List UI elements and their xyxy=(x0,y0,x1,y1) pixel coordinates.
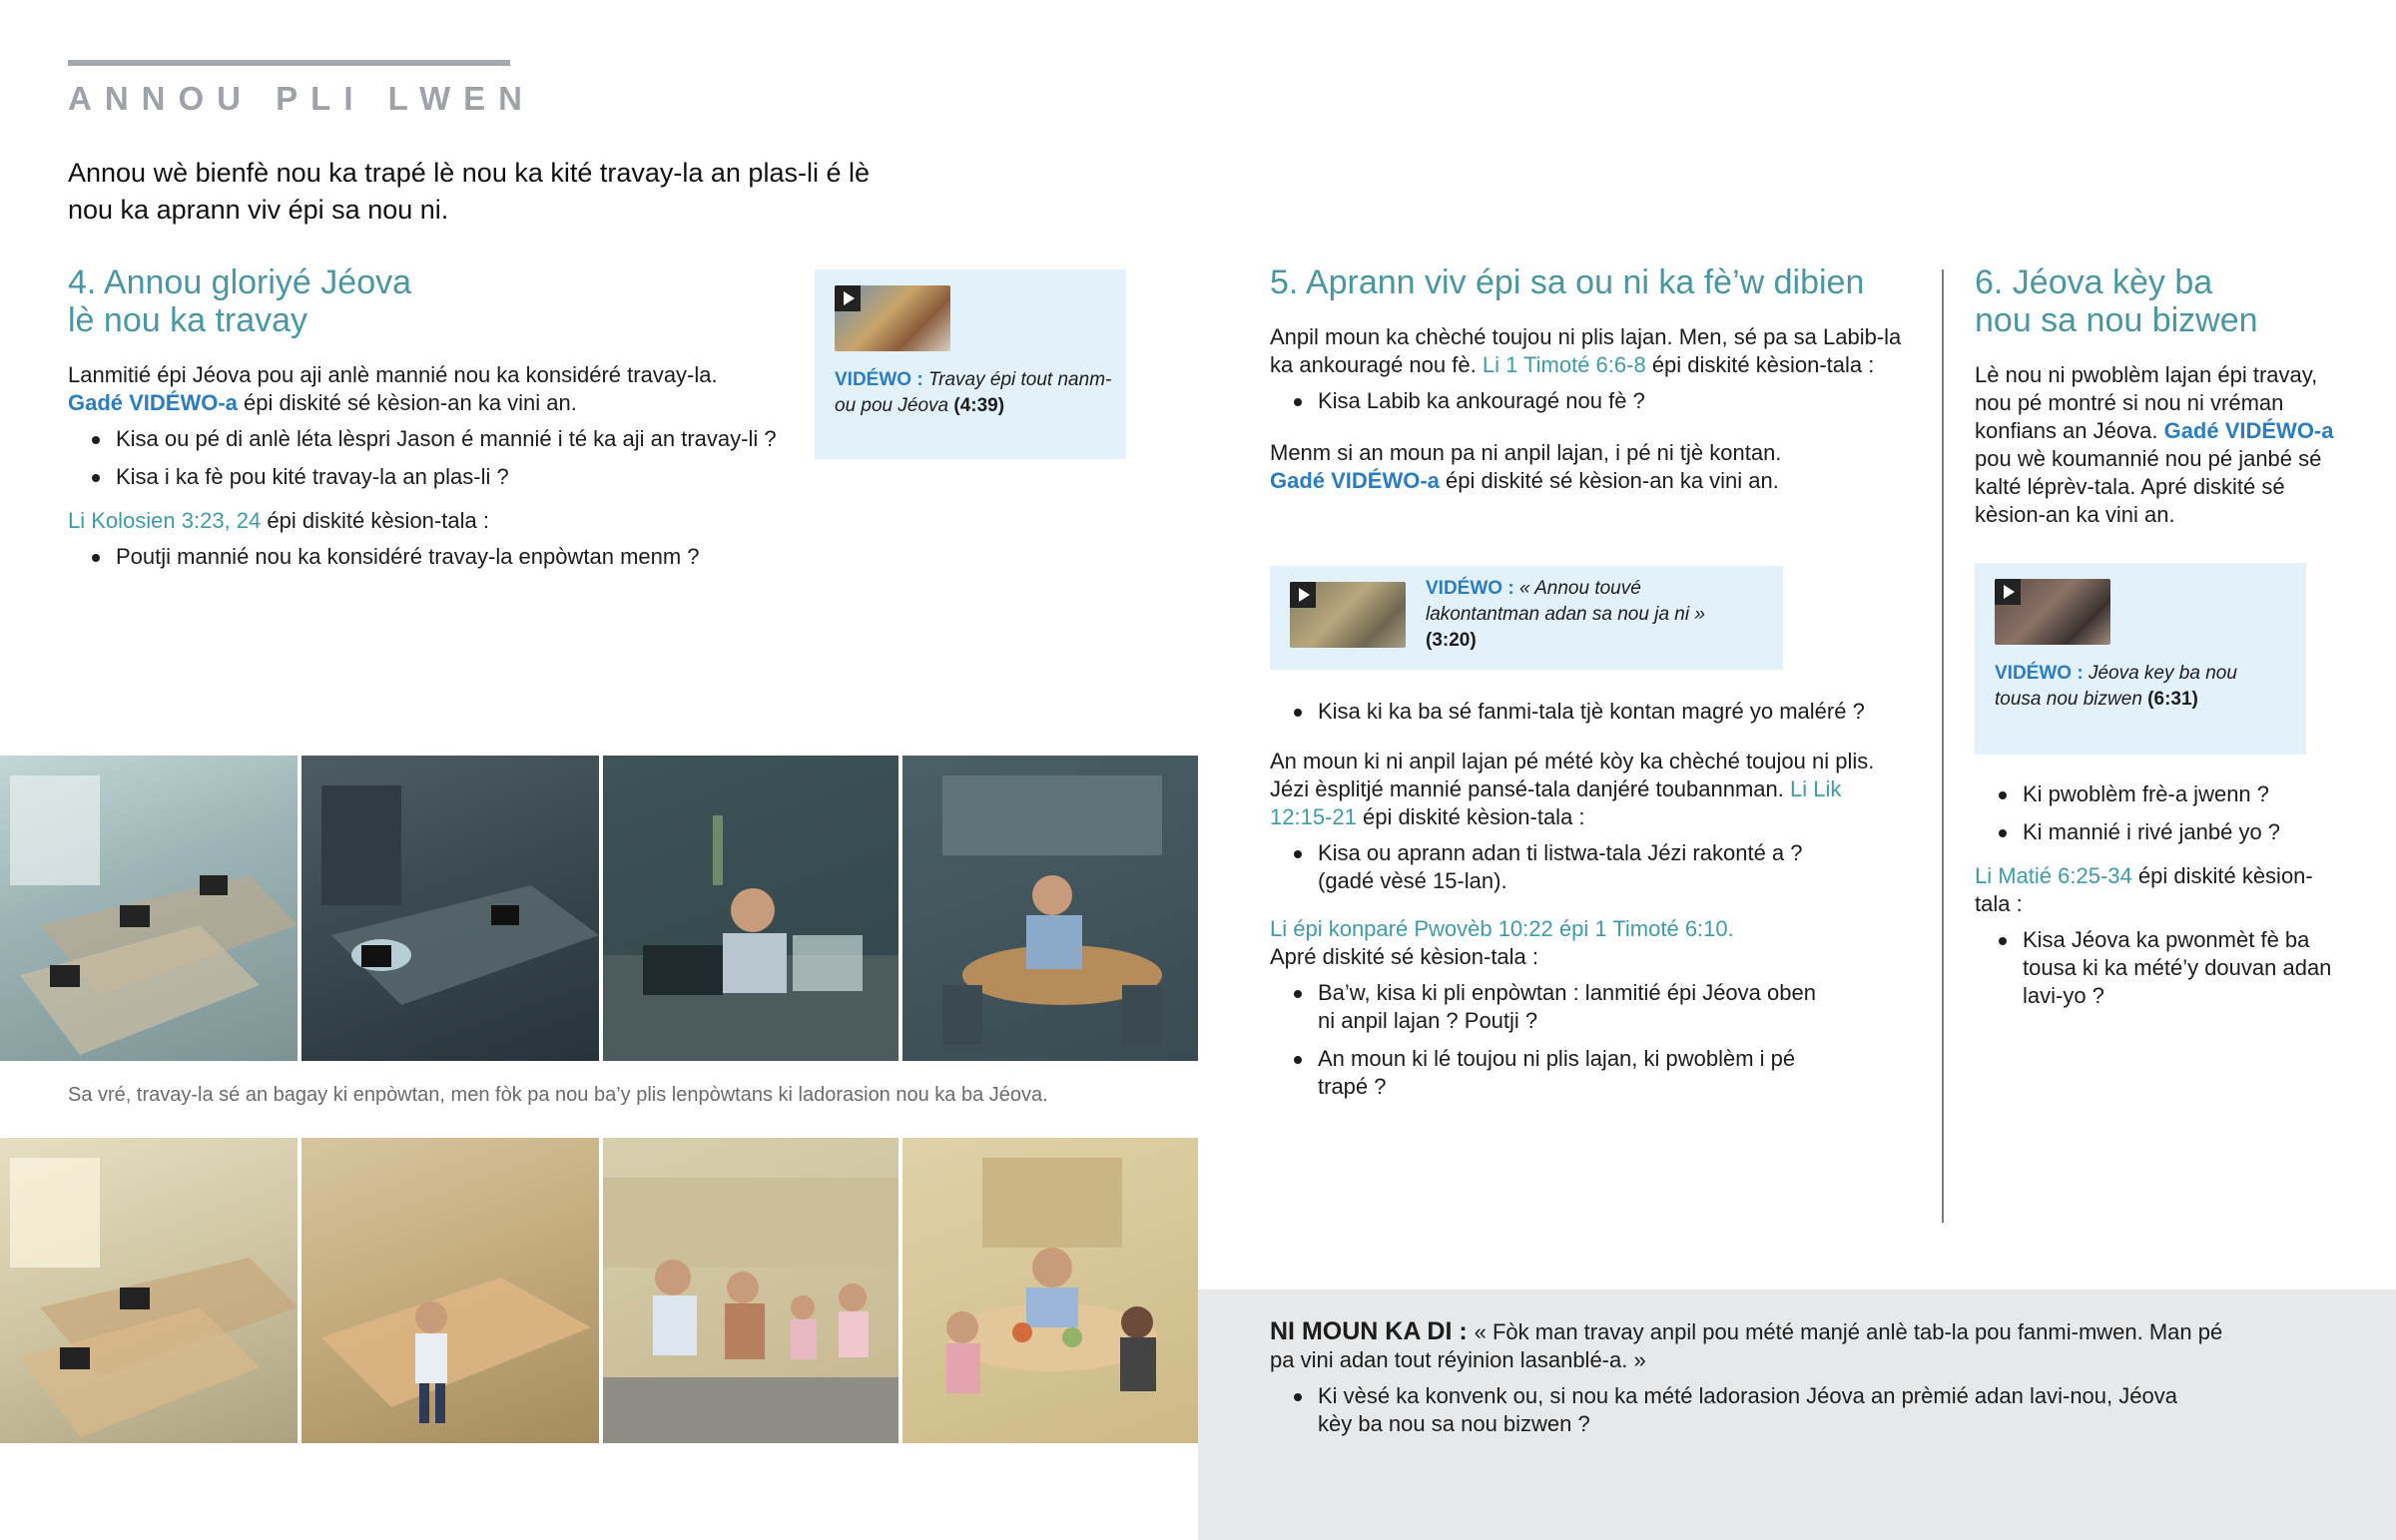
illustration-family-meeting xyxy=(603,1138,898,1443)
list-item: Kisa Labib ka ankouragé nou fè ? xyxy=(1270,387,1909,415)
quote-box xyxy=(1198,1289,2396,1540)
man-at-computer-illustration xyxy=(603,756,898,1061)
scripture-link[interactable]: Li Lik 12:15-21 xyxy=(1270,776,1842,829)
family-at-meeting-illustration xyxy=(603,1138,898,1443)
question-list xyxy=(1975,926,2334,1010)
quote-label: NI MOUN KA DI : xyxy=(1270,1317,1475,1345)
question-list xyxy=(68,425,787,491)
illustration-family-dinner xyxy=(902,1138,1198,1443)
office-cubicles-illustration xyxy=(0,756,298,1061)
section-5-text: Anpil moun ka chèché toujou ni plis lajan. Men, sé pa sa Labib-la ka ankouragé nou fè. Li 1 Timoté 6:6-8 épi diskité kèsion-tala : Kisa Labib ka ankouragé nou fè ? Menm si an moun pa ni anpil lajan, i pé ni tjè kontan. Gadé VIDÉWO-a épi diskité sé kèsion-an ka vini an. xyxy=(1270,323,1909,495)
section-5-continued: Kisa ki ka ba sé fanmi-tala tjè kontan magré yo maléré ? An moun ki ni anpil lajan pé mété kòy ka chèché toujou ni plis. Jézi èsplitjé mannié pansé-tala danjéré toubannman. Li Lik 12:15-21 épi diskité kèsion-tala : Kisa ou aprann adan ti listwa-tala Jézi rakonté a ? (gadé vèsé 15-lan). Li épi konparé Pwovèb 10:22 épi 1 Timoté 6:10. Apré diskité sé kèsion-tala : Ba’w, kisa ki pli enpòwtan : lanmitié épi Jéova oben ni anpil lajan ? Poutji ? An moun ki lé toujou ni plis lajan, ki pwoblèm i pé trapé ? xyxy=(1270,692,1909,1111)
image-caption: Sa vré, travay-la sé an bagay ki enpòwtan, men fòk pa nou ba’y plis lenpòwtans ki ladorasion nou ka ba Jéova. xyxy=(68,1084,1048,1106)
illustration-office-day-blue xyxy=(0,756,298,1061)
list-item: An moun ki lé toujou ni plis lajan, ki pwoblèm i pé trapé ? xyxy=(1270,1045,1909,1101)
question-list xyxy=(1270,698,1909,726)
list-item: Ki mannié i rivé janbé yo ? xyxy=(1975,818,2334,846)
video-thumbnail[interactable] xyxy=(835,285,950,351)
column-divider xyxy=(1942,269,1944,1223)
intro-text: Annou wè bienfè nou ka trapé lè nou ka kité travay-la an plas-li é lè nou ka aprann viv épi sa nou ni. xyxy=(68,158,870,225)
play-icon[interactable] xyxy=(1995,579,2021,605)
illustration-leaving-office xyxy=(301,1138,599,1443)
list-item: Kisa ki ka ba sé fanmi-tala tjè kontan magré yo maléré ? xyxy=(1270,698,1909,726)
video-card-6[interactable] xyxy=(1975,563,2306,755)
list-item: Ba’w, kisa ki pli enpòwtan : lanmitié épi Jéova oben ni anpil lajan ? Poutji ? xyxy=(1270,979,1909,1035)
video-link[interactable]: Gadé VIDÉWO-a xyxy=(68,390,238,415)
man-leaving-office-illustration xyxy=(301,1138,599,1443)
header-rule xyxy=(68,60,510,66)
video-thumbnail[interactable] xyxy=(1995,579,2110,645)
question-list xyxy=(1270,1382,2228,1438)
video-card-4[interactable] xyxy=(815,269,1126,459)
question-list xyxy=(1270,839,1909,895)
section-4 xyxy=(68,263,787,581)
section-kicker: ANNOU PLI LWEN xyxy=(68,80,535,117)
list-item: Poutji mannié nou ka konsidéré travay-la enpòwtan menm ? xyxy=(68,543,787,571)
section-6-title: 6. Jéova kèy ba nou sa nou bizwen xyxy=(1975,263,2258,339)
list-item: Ki pwoblèm frè-a jwenn ? xyxy=(1975,780,2334,808)
family-dinner-illustration xyxy=(902,1138,1198,1443)
scripture-link[interactable]: Li Matié 6:25-34 xyxy=(1975,863,2132,888)
illustration-man-at-desk xyxy=(603,756,898,1061)
office-warm-illustration xyxy=(0,1138,298,1443)
question-list xyxy=(1975,780,2334,846)
list-item: Kisa Jéova ka pwonmèt fè ba tousa ki ka mété’y douvan adan lavi-yo ? xyxy=(1975,926,2334,1010)
section-6-text: Lè nou ni pwoblèm lajan épi travay, nou pé montré si nou ni vréman konfians an Jéova. Gadé VIDÉWO-a pou wè koumannié nou pé janbé sé kalté léprèv-tala. Apré diskité sé kèsion-an ka vini an. xyxy=(1975,362,2334,527)
section-5-title: 5. Aprann viv épi sa ou ni ka fè’w dibien xyxy=(1270,263,1865,301)
play-icon[interactable] xyxy=(1290,582,1316,608)
video-card-5[interactable] xyxy=(1270,566,1783,670)
scripture-link[interactable]: Li épi konparé Pwovèb 10:22 épi 1 Timoté 6:10. xyxy=(1270,916,1734,941)
video-label: VIDÉWO : « Annou touvé lakontantman adan sa nou ja ni » (3:20) xyxy=(1426,578,1705,651)
section-6-continued: Ki pwoblèm frè-a jwenn ? Ki mannié i rivé janbé yo ? Li Matié 6:25-34 épi diskité kèsion-tala : Kisa Jéova ka pwonmèt fè ba tousa ki ka mété’y douvan adan lavi-yo ? xyxy=(1975,776,2334,1020)
video-thumbnail[interactable] xyxy=(1290,582,1406,648)
section-5 xyxy=(1270,263,1909,495)
illustration-office-night xyxy=(301,756,599,1061)
list-item: Kisa ou aprann adan ti listwa-tala Jézi rakonté a ? (gadé vèsé 15-lan). xyxy=(1270,839,1909,895)
question-list xyxy=(68,543,787,571)
video-label: VIDÉWO : Jéova key ba nou tousa nou bizwen (6:31) xyxy=(1995,663,2237,710)
office-night-illustration xyxy=(301,756,599,1061)
scripture-link[interactable]: Li 1 Timoté 6:6-8 xyxy=(1482,352,1646,377)
list-item: Ki vèsé ka konvenk ou, si nou ka mété ladorasion Jéova an prèmié adan lavi-nou, Jéova kèy ba nou sa nou bizwen ? xyxy=(1270,1382,2228,1438)
scripture-link[interactable]: Li Kolosien 3:23, 24 xyxy=(68,508,262,533)
list-item: Kisa i ka fè pou kité travay-la an plas-li ? xyxy=(68,463,787,491)
play-icon[interactable] xyxy=(835,285,861,311)
section-4-title: 4. Annou gloriyé Jéova lè nou ka travay xyxy=(68,263,412,339)
question-list xyxy=(1270,979,1909,1101)
section-6 xyxy=(1975,263,2334,529)
section-4-text: Lanmitié épi Jéova pou aji anlè mannié nou ka konsidéré travay-la. Gadé VIDÉWO-a épi diskité sé kèsion-an ka vini an. Kisa ou pé di anlè léta lèspri Jason é mannié i té ka aji an travay-li ? Kisa i ka fè pou kité travay-la an plas-li ? Li Kolosien 3:23, 24 épi diskité kèsion-tala : Poutji mannié nou ka konsidéré travay-la enpòwtan menm ? xyxy=(68,361,787,571)
illustration-office-day-warm xyxy=(0,1138,298,1443)
video-link[interactable]: Gadé VIDÉWO-a xyxy=(1270,468,1440,493)
illustration-man-at-table xyxy=(902,756,1198,1061)
question-list xyxy=(1270,387,1909,415)
man-at-table-illustration xyxy=(902,756,1198,1061)
quote-text: NI MOUN KA DI : « Fòk man travay anpil pou mété manjé anlè tab-la pou fanmi-mwen. Man pé pa vini adan tout réyinion lasanblé-a. » Ki vèsé ka konvenk ou, si nou ka mété ladorasion Jéova an prèmié adan lavi-nou, Jéova kèy ba nou sa nou bizwen ? xyxy=(1270,1317,2228,1448)
video-label: VIDÉWO : Travay épi tout nanm-ou pou Jéova (4:39) xyxy=(835,369,1112,416)
list-item: Kisa ou pé di anlè léta lèspri Jason é mannié i té ka aji an travay-li ? xyxy=(68,425,787,453)
video-link[interactable]: Gadé VIDÉWO-a xyxy=(2163,418,2334,443)
